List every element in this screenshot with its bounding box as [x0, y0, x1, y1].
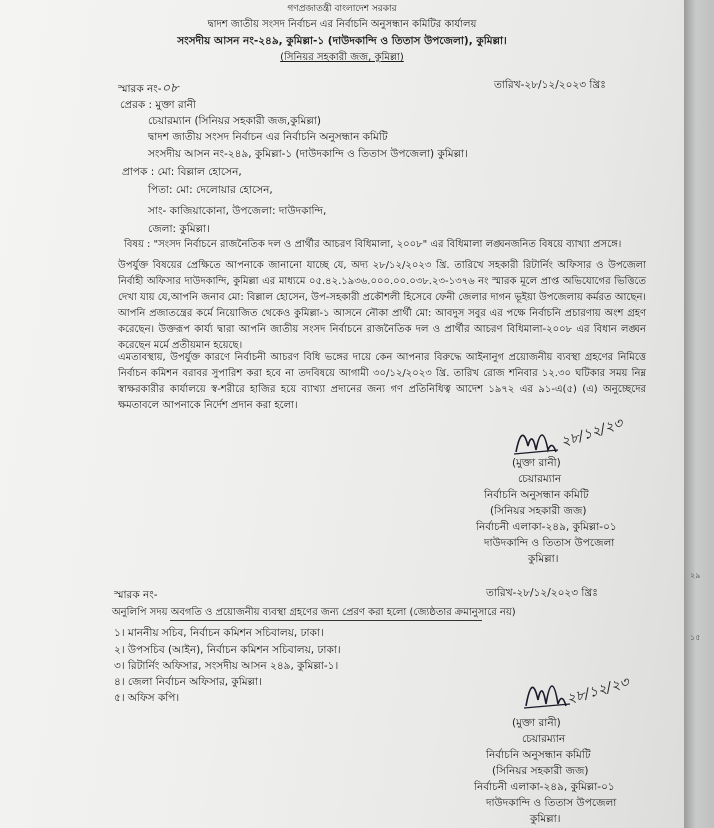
signature-1-date: ২৮/১২/২৩: [558, 415, 625, 451]
copy-item-4: ৪। জেলা নির্বাচন অফিসার, কুমিল্লা।: [114, 676, 262, 688]
sender-name: প্রেরক : মুক্তা রানী: [120, 99, 196, 111]
copy-item-5: ৫। অফিস কপি।: [114, 692, 180, 704]
signature-2-committee: নির্বাচনি অনুসন্ধান কমিটি: [486, 749, 591, 761]
copy-ref: স্মারক নং-: [114, 589, 158, 601]
memo-ref-number: ০৮: [161, 81, 179, 96]
recipient-name: প্রাপক : মো: বিল্লাল হোসেন,: [122, 166, 242, 178]
memo-ref-label: স্মারক নং-: [118, 83, 162, 95]
signature-2-date: ২৮/১২/২৩: [564, 674, 631, 708]
body-paragraph-2: এমতাবস্থায়, উপর্যুক্ত কারণে নির্বাচনী আচরণ বিধি ভঙ্গের দায়ে কেন আপনার বিরুদ্ধে আইনানুগ প্রয়োজনীয় ব্যবস্থা গ্রহণের নিমিত্তে নির্বাচন কমিশন বরাবর সুপারিশ করা হবে না তদবিষয়ে আগামী ৩০/১২/২০২৩ খ্রি. তারিখ রোজ শনিবার ১২.৩০ ঘটিকার সময় নিম্ন স্বাক্ষরকারীর কার্যালয়ে স্ব-শরীরে হাজির হয়ে ব্যাখ্যা প্রদানের জন্য গণ প্রতিনিধিত্ব আদেশ ১৯৭২ এর ৯১-এ(৫) (এ) অনুচ্ছেদের ক্ষমতাবলে আপনাকে নির্দেশ প্রদান করা হলো।: [118, 352, 646, 411]
signature-2-title: চেয়ারম্যান: [522, 733, 566, 745]
recipient-father: পিতা: মো: দেলোয়ার হোসেন,: [148, 184, 273, 196]
signature-2-judge: (সিনিয়র সহকারী জজ): [492, 765, 589, 777]
office-title: দ্বাদশ জাতীয় সংসদ নির্বাচন এর নির্বাচনি অনুসন্ধান কমিটির কার্যালয়: [207, 19, 477, 30]
sender-office: দ্বাদশ জাতীয় সংসদ নির্বাচন এর নির্বাচনি অনুসন্ধান কমিটি: [148, 131, 388, 143]
subject-line: বিষয় : "সংসদ নির্বাচনে রাজনৈতিক দল ও প্রার্থীর আচরণ বিধিমালা, ২০০৮" এর বিধিমালা লঙ্ঘনজনিত বিষয়ে ব্যাখ্যা প্রসঙ্গে।: [124, 239, 622, 250]
signature-2-area: নির্বাচনী এলাকা-২৪৯, কুমিল্লা-০১: [474, 781, 615, 793]
recipient-village: সাং- কাজিয়াকোনা, উপজেলা: দাউদকান্দি,: [148, 205, 327, 217]
signature-1-committee: নির্বাচনি অনুসন্ধান কমিটি: [484, 489, 589, 501]
copy-item-2: ২। উপসচিব (আইন), নির্বাচন কমিশন সচিবালয়, ঢাকা।: [114, 644, 341, 656]
signature-1-upazila: দাউদকান্দি ও তিতাস উপজেলা: [484, 537, 615, 549]
constituency-line: সংসদীয় আসন নং-২৪৯, কুমিল্লা-১ (দাউদকান্দি ও তিতাস উপজেলা), কুমিল্লা।: [177, 35, 507, 47]
judge-line: (সিনিয়র সহকারী জজ, কুমিল্লা): [280, 52, 404, 63]
memo-ref: [118, 80, 179, 98]
page-edge: [684, 0, 714, 828]
signature-2-upazila: দাউদকান্দি ও তিতাস উপজেলা: [486, 797, 617, 809]
sender-title: চেয়ারম্যান (সিনিয়র সহকারী জজ,কুমিল্লা): [148, 115, 321, 127]
memo-date: তারিখ-২৮/১২/২০২৩ খ্রিঃ: [494, 79, 606, 91]
copy-date: তারিখ-২৮/১২/২০২৩ খ্রিঃ: [486, 587, 598, 599]
signature-1-area: নির্বাচনী এলাকা-২৪৯, কুমিল্লা-০১: [476, 521, 617, 533]
signature-2-name: (মুক্তা রানী): [512, 717, 561, 729]
signature-1-name: (মুক্তা রানী): [512, 457, 561, 469]
signature-1-district: কুমিল্লা।: [528, 553, 559, 565]
signature-2-district: কুমিল্লা।: [530, 813, 561, 825]
margin-mark-1: ২৯: [690, 571, 701, 580]
copy-item-1: ১। মাননীয় সচিব, নির্বাচন কমিশন সচিবালয়, ঢাকা।: [114, 627, 324, 639]
copy-intro: অনুলিপি সদয় অবগতি ও প্রয়োজনীয় ব্যবস্থা গ্রহণের জন্য প্রেরণ করা হলো (জ্যেষ্ঠতার ক্রমানুসারে নয়): [112, 607, 516, 618]
govt-title: গণপ্রজাতন্ত্রী বাংলাদেশ সরকার: [287, 4, 397, 14]
copy-item-3: ৩। রিটার্নিং অফিসার, সংসদীয় আসন ২৪৯, কুমিল্লা-১।: [114, 660, 339, 672]
sender-constituency: সংসদীয় আসন নং-২৪৯, কুমিল্লা-১ (দাউদকান্দি ও তিতাস উপজেলা) কুমিল্লা।: [148, 148, 468, 160]
signature-1-title: চেয়ারম্যান: [518, 473, 562, 485]
signature-1-judge: (সিনিয়র সহকারী জজ): [490, 505, 587, 517]
body-paragraph-1: উপর্যুক্ত বিষয়ের প্রেক্ষিতে আপনাকে জানানো যাচ্ছে যে, অদ্য ২৮/১২/২০২৩ খ্রি. তারিখে সহকারী রিটার্নিং অফিসার ও উপজেলা নির্বাহী অফিসার দাউদকান্দি, কুমিল্লা এর মাধ্যমে ০৫.৪২.১৯৩৬.০০০.০০.০৩৮.২৩-১৩৭৬ নং স্মারক মূলে প্রাপ্ত অভিযোগের ভিত্তিতে দেখা যায় যে,আপনি জনাব মো: বিল্লাল হোসেন, উপ-সহকারী প্রকৌশলী হিসেবে ফেনী জেলার দাগন ভূইয়া উপজেলায় কর্মরত আছেন। আপনি প্রজাতন্ত্রের কর্মে নিয়োজিত থেকেও কুমিল্লা-১ আসনে নৌকা প্রার্থী মো: আবদুস সবুর এর পক্ষে নির্বাচনি প্রচারণায় অংশ গ্রহণ করেছেন। উক্তরূপ কার্য্য দ্বারা আপনি জাতীয় সংসদ নির্বাচনে রাজনৈতিক দল ও প্রার্থীর আচরণ বিধিমালা-২০০৮ এর বিধান লঙ্ঘন করেছেন মর্মে প্রতীয়মান হয়েছে।: [118, 260, 646, 351]
copy-divider: [170, 620, 482, 621]
margin-mark-2: ১৫: [690, 633, 701, 642]
recipient-district: জেলা: কুমিল্লা।: [148, 223, 210, 235]
